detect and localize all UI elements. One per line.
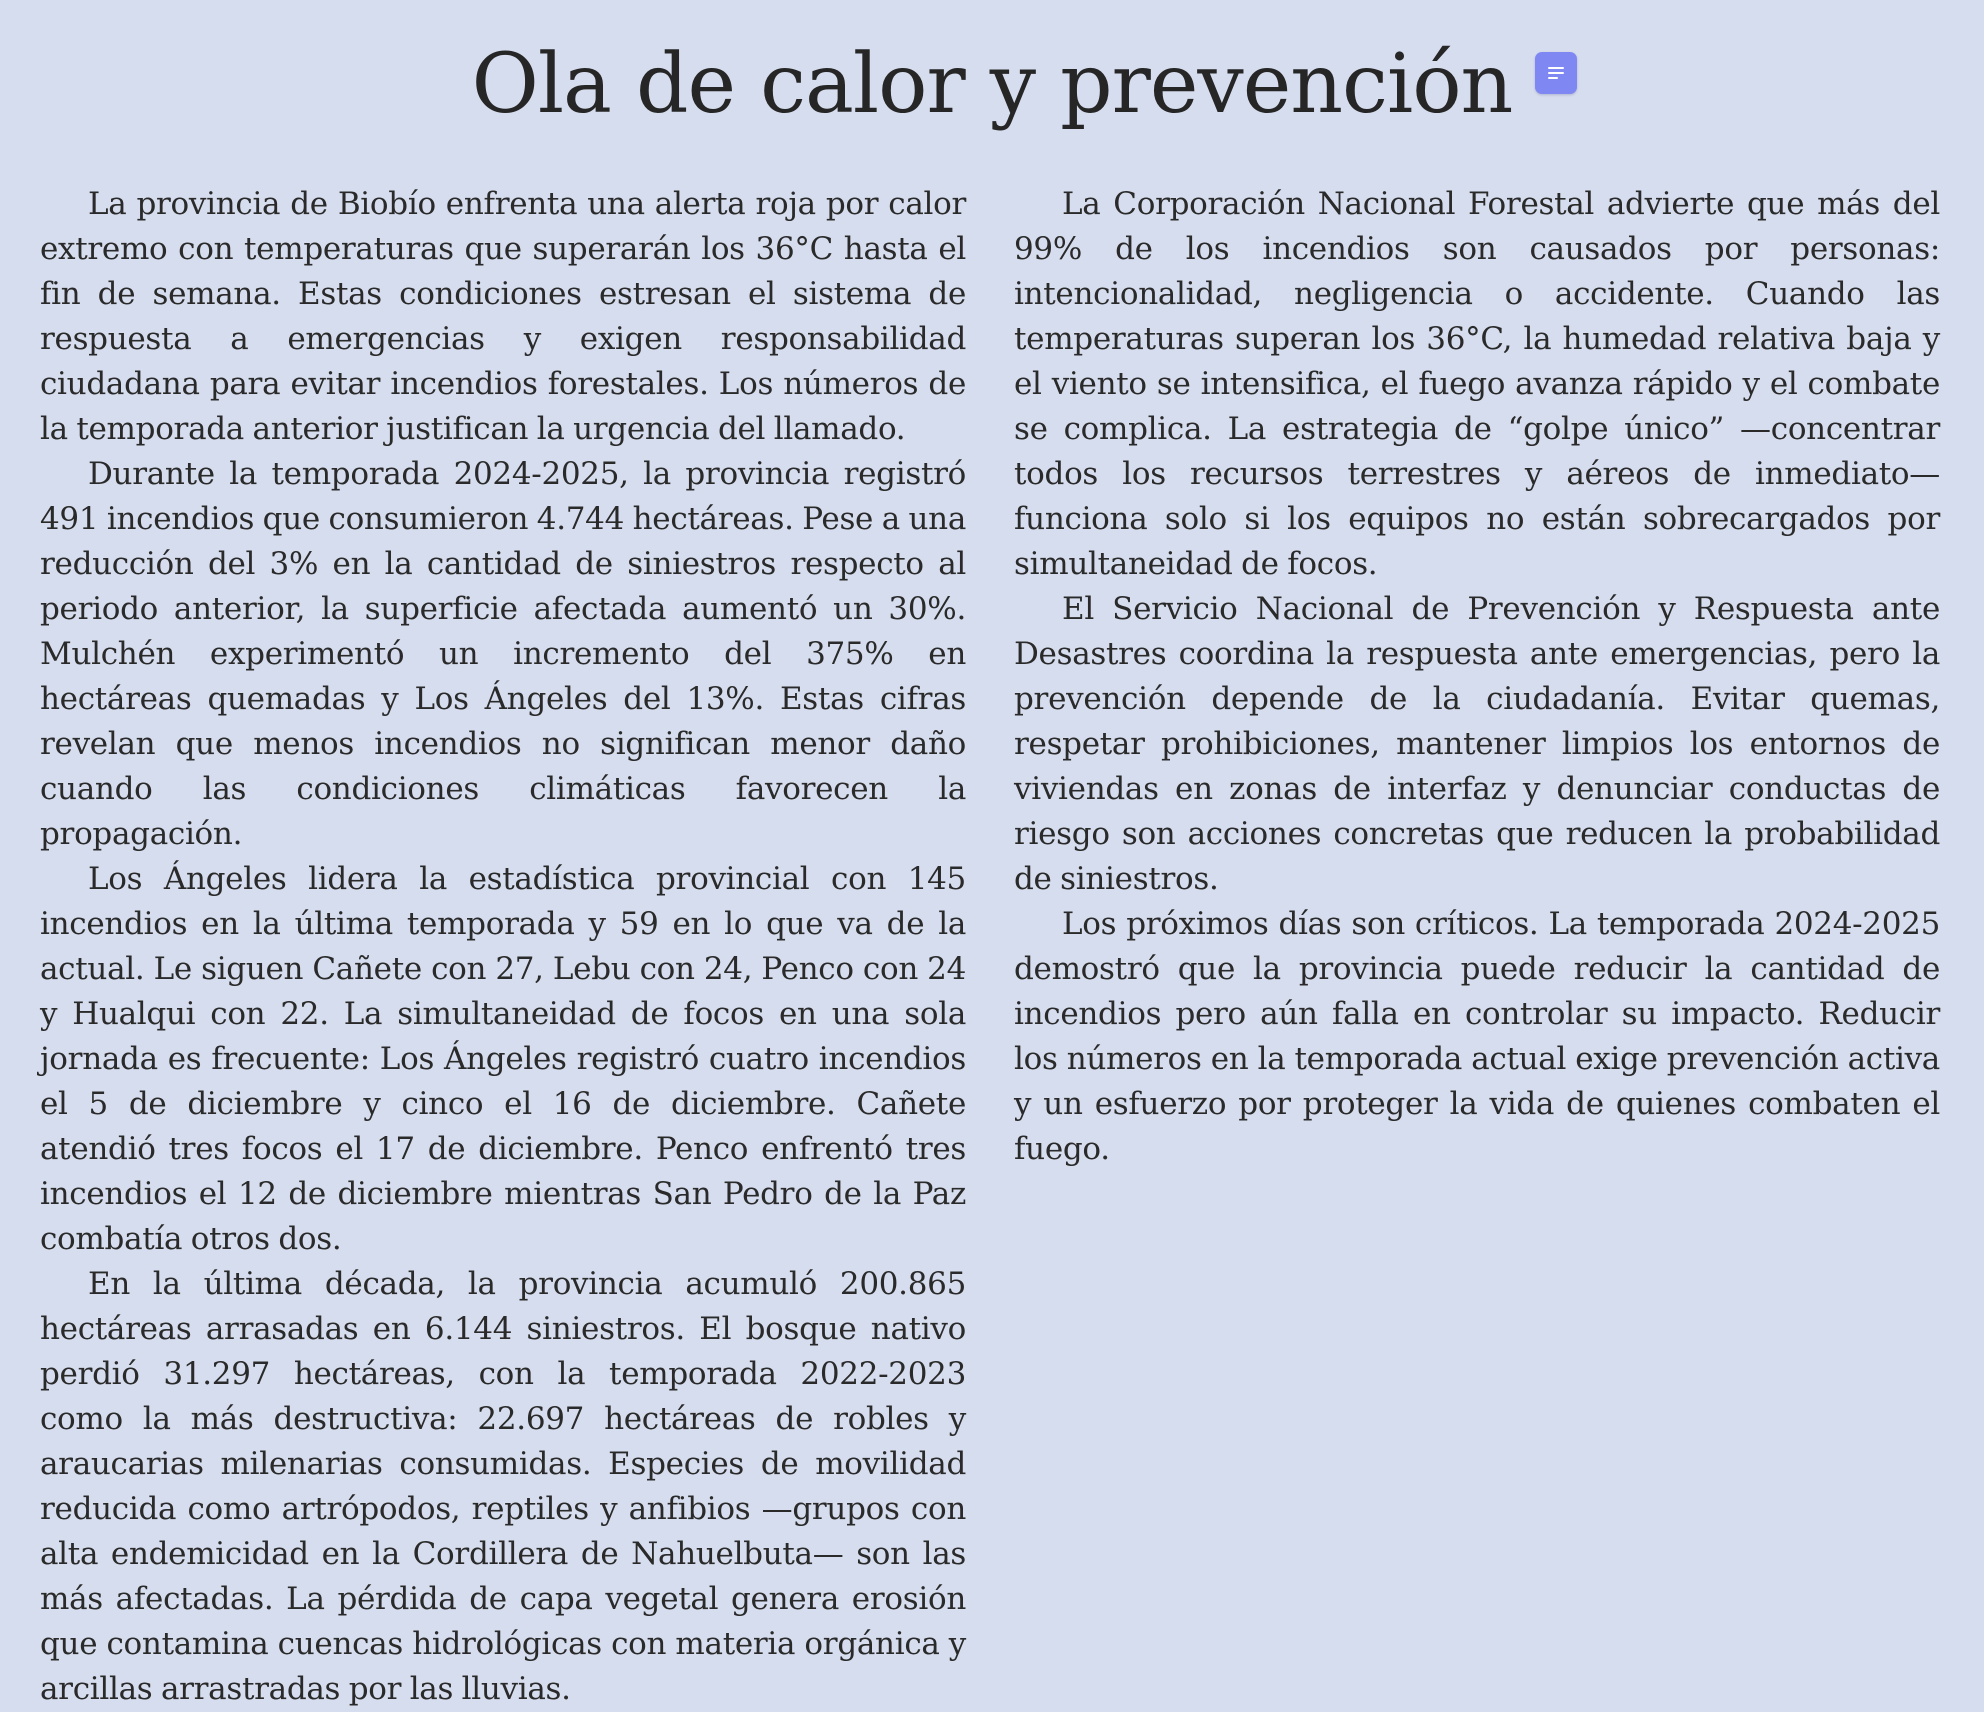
paragraph-continued: En la última década, la provincia acumuló 200.865 hectáreas arrasadas en 6.144 siniestros. El bosque nativo perdió 31.297 hectáreas, con la temporada 2022-2023 como la más destructiva: 22.697 hectáreas de robles y araucarias milenarias consumidas. Especies de movilidad reducida como artrópodos, reptiles y anfibios —grupos con alta endemicidad en la Cordillera de Nahuelbuta— son las más afectadas. La pérdida de capa vegetal genera erosión que contamina cuencas hidrológicas con materia orgánica y arcillas arrastradas por las lluvias. [40, 1266, 966, 1707]
paragraph: Los próximos días son críticos. La temporada 2024-2025 demostró que la provincia puede reducir la cantidad de incendios pero aún falla en controlar su impacto. Reducir los números en la temporada actual exige prevención activa y un esfuerzo por proteger la vida de quienes combaten el fuego. [1014, 906, 1940, 1167]
page-title: Ola de calor y prevención [471, 37, 1513, 132]
paragraph: La provincia de Biobío enfrenta una alerta roja por calor extremo con temperaturas que superarán los 36°C hasta el fin de semana. Estas condiciones estresan el sistema de respuesta a emergencias y exigen responsabilidad ciudadana para evitar incendios forestales. Los números de la temporada anterior justifican la urgencia del llamado. [40, 186, 966, 447]
right-column [1014, 182, 1940, 1452]
article-body [40, 182, 1940, 1707]
document-lines-icon [1546, 64, 1566, 82]
document-button[interactable] [1535, 52, 1577, 94]
paragraph: Los Ángeles lidera la estadística provincial con 145 incendios en la última temporada y 59 en lo que va de la actual. Le siguen Cañete con 27, Lebu con 24, Penco con 24 y Hualqui con 22. La simultaneidad de focos en una sola jornada es frecuente: Los Ángeles registró cuatro incendios el 5 de diciembre y cinco el 16 de diciembre. Cañete atendió tres focos el 17 de diciembre. Penco enfrentó tres incendios el 12 de diciembre mientras San Pedro de la Paz combatía otros dos. [40, 861, 966, 1257]
paragraph: El Servicio Nacional de Prevención y Respuesta ante Desastres coordina la respuesta ante emergencias, pero la prevención depende de la ciudadanía. Evitar quemas, respetar prohibiciones, mantener limpios los entornos de viviendas en zonas de interfaz y denunciar conductas de riesgo son acciones concretas que reducen la probabilidad de siniestros. [1014, 591, 1940, 897]
paragraph: Durante la temporada 2024-2025, la provincia registró 491 incendios que consumieron 4.744 hectáreas. Pese a una reducción del 3% en la cantidad de siniestros respecto al periodo anterior, la superficie afectada aumentó un 30%. Mulchén experimentó un incremento del 375% en hectáreas quemadas y Los Ángeles del 13%. Estas cifras revelan que menos incendios no significan menor daño cuando las condiciones climáticas favorecen la propagación. [40, 456, 966, 852]
header [0, 30, 1984, 140]
left-column [40, 182, 966, 1707]
paragraph: La Corporación Nacional Forestal advierte que más del 99% de los incendios son causados por personas: intencionalidad, negligencia o accidente. Cuando las temperaturas superan los 36°C, la humedad relativa baja y el viento se intensifica, el fuego avanza rápido y el combate se complica. La estrategia de “golpe único” —concentrar todos los recursos terrestres y aéreos de inmediato— funciona solo si los equipos no están sobrecargados por simultaneidad de focos. [1014, 186, 1940, 582]
